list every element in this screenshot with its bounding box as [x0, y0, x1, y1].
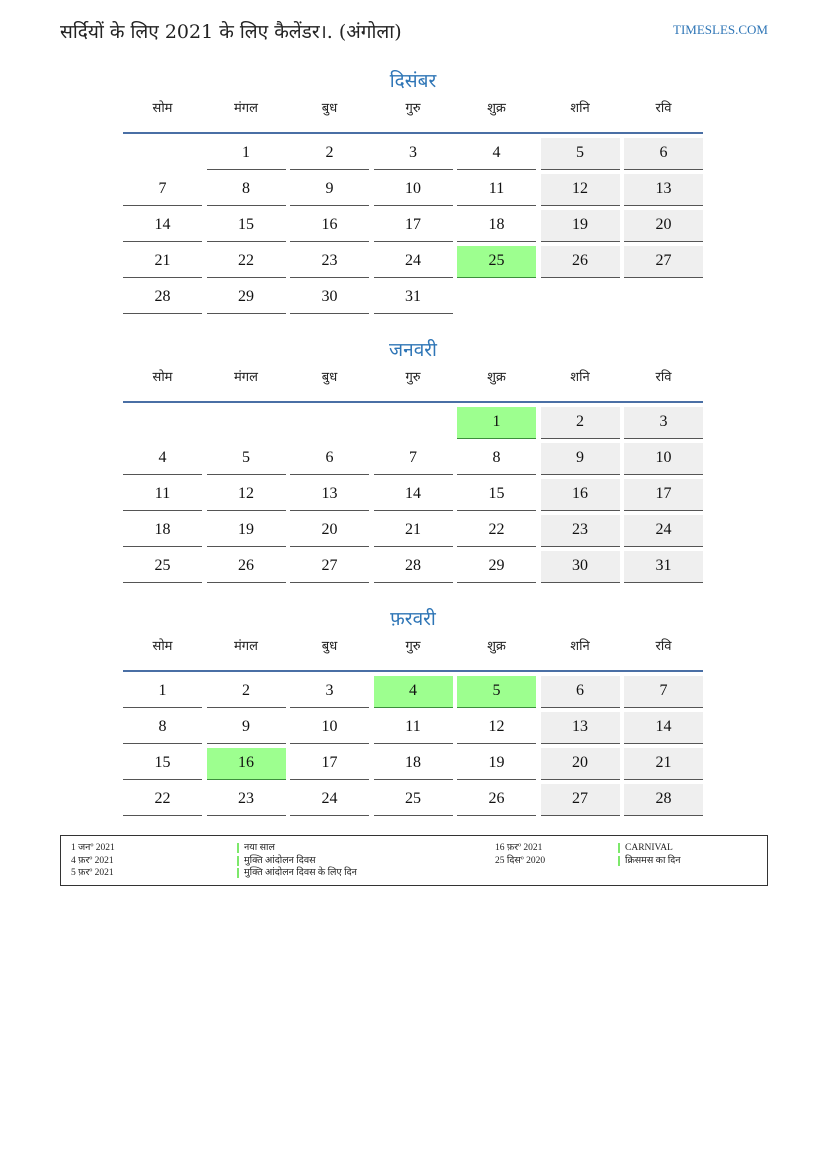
day-cell: 29 — [457, 551, 536, 583]
day-cell: 24 — [374, 246, 453, 278]
day-cell: 2 — [207, 676, 286, 708]
weekday-header — [123, 365, 703, 401]
day-cell: 12 — [541, 174, 620, 206]
day-cell: 1 — [123, 676, 202, 708]
site-link[interactable]: TIMESLES.COM — [673, 22, 768, 37]
day-cell: 18 — [123, 515, 202, 547]
day-cell: 12 — [207, 479, 286, 511]
day-cell: 10 — [290, 712, 369, 744]
legend-date: 4 फ़रº 2021 — [71, 855, 114, 866]
header — [60, 18, 768, 48]
day-cell: 23 — [290, 246, 369, 278]
weekday-header — [123, 96, 703, 132]
weekday-label: गुरु — [405, 101, 421, 116]
day-cell: 8 — [207, 174, 286, 206]
weekday-label: सोम — [152, 639, 173, 654]
day-cell: 26 — [541, 246, 620, 278]
day-cell: 10 — [374, 174, 453, 206]
weekday-label: शुक्र — [487, 370, 506, 385]
day-cell: 28 — [123, 282, 202, 314]
legend-holiday-name: मुक्ति आंदोलन दिवस के लिए दिन — [237, 867, 357, 880]
month-december — [123, 66, 703, 314]
day-cell: 18 — [457, 210, 536, 242]
day-grid — [123, 138, 703, 314]
day-cell: 17 — [374, 210, 453, 242]
weekday-label: सोम — [152, 101, 173, 116]
day-cell: 4 — [457, 138, 536, 170]
day-cell: 5 — [541, 138, 620, 170]
header-divider — [123, 670, 703, 672]
day-cell: 27 — [541, 784, 620, 816]
weekday-label: मंगल — [234, 639, 258, 654]
legend-holiday-name: मुक्ति आंदोलन दिवस — [237, 855, 357, 868]
day-cell: 7 — [123, 174, 202, 206]
day-cell: 26 — [457, 784, 536, 816]
day-cell: 6 — [541, 676, 620, 708]
day-cell: 22 — [207, 246, 286, 278]
empty-cell — [123, 138, 202, 170]
day-cell: 20 — [541, 748, 620, 780]
day-cell: 4 — [123, 443, 202, 475]
weekday-label: शुक्र — [487, 639, 506, 654]
month-title: फ़रवरी — [390, 608, 436, 630]
weekday-label: मंगल — [234, 370, 258, 385]
month-february — [123, 604, 703, 816]
day-cell: 28 — [624, 784, 703, 816]
day-cell: 14 — [123, 210, 202, 242]
holiday-day-cell: 16 — [207, 748, 286, 780]
day-cell: 3 — [290, 676, 369, 708]
legend-holiday-name: CARNIVAL — [618, 842, 681, 855]
day-cell: 27 — [290, 551, 369, 583]
holiday-day-cell: 25 — [457, 246, 536, 278]
day-cell: 2 — [541, 407, 620, 439]
day-cell: 10 — [624, 443, 703, 475]
weekday-label: गुरु — [405, 370, 421, 385]
day-cell: 20 — [624, 210, 703, 242]
weekday-label: रवि — [655, 639, 672, 654]
day-cell: 15 — [123, 748, 202, 780]
weekday-label: बुध — [321, 639, 338, 654]
legend-date: 25 दिसº 2020 — [495, 855, 546, 866]
day-cell: 19 — [207, 515, 286, 547]
day-cell: 14 — [374, 479, 453, 511]
day-cell: 3 — [374, 138, 453, 170]
holiday-legend — [60, 835, 768, 886]
day-cell: 27 — [624, 246, 703, 278]
day-cell: 30 — [541, 551, 620, 583]
day-cell: 16 — [541, 479, 620, 511]
weekday-label: बुध — [321, 370, 338, 385]
weekday-label: शनि — [570, 101, 590, 116]
day-cell: 6 — [290, 443, 369, 475]
month-title: दिसंबर — [389, 70, 437, 92]
day-cell: 31 — [374, 282, 453, 314]
day-cell: 3 — [624, 407, 703, 439]
day-cell: 11 — [374, 712, 453, 744]
day-cell: 22 — [457, 515, 536, 547]
day-cell: 2 — [290, 138, 369, 170]
day-cell: 5 — [207, 443, 286, 475]
weekday-label: सोम — [152, 370, 173, 385]
legend-holiday-name: नया साल — [237, 842, 357, 855]
day-cell: 9 — [207, 712, 286, 744]
day-cell: 13 — [624, 174, 703, 206]
day-cell: 8 — [123, 712, 202, 744]
day-cell: 23 — [207, 784, 286, 816]
day-cell: 23 — [541, 515, 620, 547]
holiday-day-cell: 5 — [457, 676, 536, 708]
day-cell: 31 — [624, 551, 703, 583]
day-cell: 21 — [624, 748, 703, 780]
legend-right-dates — [495, 842, 545, 867]
day-cell: 15 — [207, 210, 286, 242]
holiday-day-cell: 1 — [457, 407, 536, 439]
day-cell: 21 — [374, 515, 453, 547]
day-cell: 18 — [374, 748, 453, 780]
legend-holiday-name: क्रिसमस का दिन — [618, 855, 681, 868]
day-cell: 6 — [624, 138, 703, 170]
day-cell: 13 — [290, 479, 369, 511]
weekday-label: गुरु — [405, 639, 421, 654]
day-cell: 13 — [541, 712, 620, 744]
day-cell: 26 — [207, 551, 286, 583]
day-cell: 25 — [374, 784, 453, 816]
page-title: सर्दियों के लिए 2021 के लिए कैलेंडर।. (अंगोला) — [60, 21, 402, 43]
day-cell: 24 — [290, 784, 369, 816]
legend-date: 5 फ़रº 2021 — [71, 868, 114, 878]
day-cell: 16 — [290, 210, 369, 242]
legend-right-names — [618, 842, 681, 867]
day-cell: 21 — [123, 246, 202, 278]
legend-date: 1 जनº 2021 — [71, 843, 115, 853]
day-cell: 28 — [374, 551, 453, 583]
empty-cell — [290, 407, 369, 439]
day-cell: 9 — [290, 174, 369, 206]
empty-cell — [123, 407, 202, 439]
day-cell: 1 — [207, 138, 286, 170]
day-cell: 7 — [374, 443, 453, 475]
legend-left-dates — [71, 842, 115, 880]
weekday-label: शनि — [570, 370, 590, 385]
day-cell: 17 — [290, 748, 369, 780]
day-cell: 20 — [290, 515, 369, 547]
header-divider — [123, 132, 703, 134]
weekday-label: मंगल — [234, 101, 258, 116]
day-cell: 8 — [457, 443, 536, 475]
day-cell: 15 — [457, 479, 536, 511]
weekday-label: बुध — [321, 101, 338, 116]
day-cell: 11 — [123, 479, 202, 511]
day-cell: 11 — [457, 174, 536, 206]
legend-left-names — [237, 842, 357, 880]
day-cell: 19 — [457, 748, 536, 780]
weekday-label: शनि — [570, 639, 590, 654]
day-cell: 14 — [624, 712, 703, 744]
weekday-label: रवि — [655, 101, 672, 116]
day-grid — [123, 407, 703, 583]
legend-date: 16 फ़रº 2021 — [495, 843, 543, 853]
weekday-label: रवि — [655, 370, 672, 385]
day-cell: 24 — [624, 515, 703, 547]
day-cell: 12 — [457, 712, 536, 744]
day-cell: 9 — [541, 443, 620, 475]
day-cell: 29 — [207, 282, 286, 314]
day-cell: 7 — [624, 676, 703, 708]
day-cell: 19 — [541, 210, 620, 242]
header-divider — [123, 401, 703, 403]
day-cell: 25 — [123, 551, 202, 583]
weekday-label: शुक्र — [487, 101, 506, 116]
weekday-header — [123, 634, 703, 670]
day-grid — [123, 676, 703, 816]
month-title: जनवरी — [389, 339, 437, 361]
month-january — [123, 335, 703, 583]
holiday-day-cell: 4 — [374, 676, 453, 708]
day-cell: 30 — [290, 282, 369, 314]
day-cell: 17 — [624, 479, 703, 511]
day-cell: 22 — [123, 784, 202, 816]
empty-cell — [207, 407, 286, 439]
empty-cell — [374, 407, 453, 439]
